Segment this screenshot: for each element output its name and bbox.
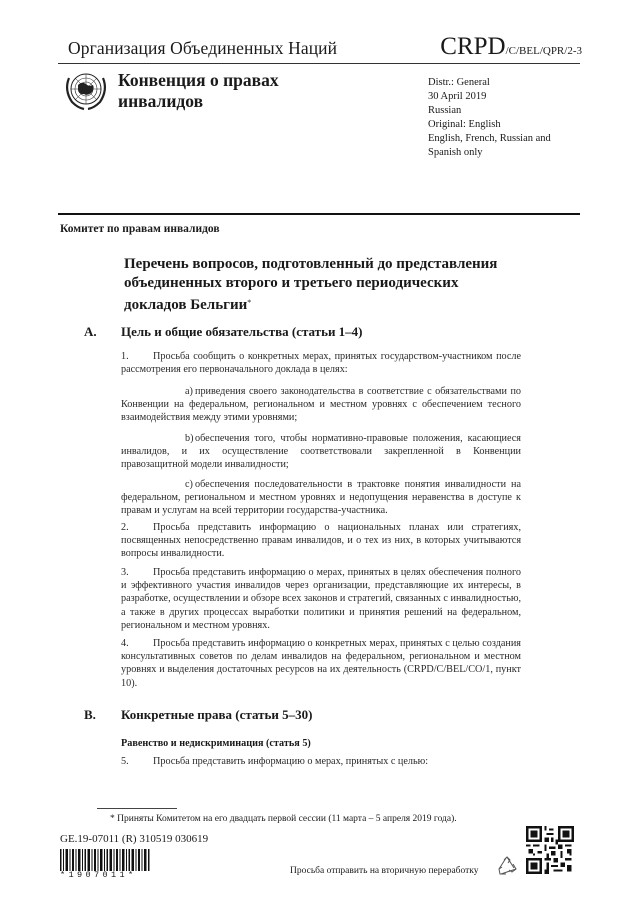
title-line2: объединенных второго и третьего периодических <box>124 275 459 291</box>
section-a-heading <box>84 324 544 342</box>
paragraph-text: Просьба представить информацию о конкретных мерах, принятых с целью создания консультативных советов по делам инвалидов на федеральном, региональном и местном уровнях и выделения достаточных ресурсов на их деятельность (CRPD/C/BEL/CO/1, пункт 10). <box>121 638 521 689</box>
subparagraph-label: c) <box>185 479 193 490</box>
subparagraph-text: обеспечения того, чтобы нормативно-правовые положения, касающиеся инвалидов, и их осуществление соответствовали закрепленной в Конвенции правозащитной модели инвалидности; <box>121 433 521 471</box>
section-b-heading <box>84 707 544 725</box>
paragraph-text: Просьба сообщить о конкретных мерах, принятых государством-участником после рассмотрения его первоначального доклада в целях: <box>121 351 521 376</box>
convention-title-line2: инвалидов <box>118 91 204 111</box>
distribution-line: English, French, Russian and <box>428 133 551 144</box>
symbol-suffix: /C/BEL/QPR/2-3 <box>505 45 582 57</box>
recycle-notice: Просьба отправить на вторичную переработку <box>290 866 479 876</box>
section-title: Цель и общие обязательства (статьи 1–4) <box>121 324 363 339</box>
title-line1: Перечень вопросов, подготовленный до представления <box>124 256 498 272</box>
paragraph-number: 5. <box>121 756 129 767</box>
subsection-heading: Равенство и недискриминация (статья 5) <box>121 738 311 749</box>
title-line3: докладов Бельгии <box>124 297 248 313</box>
paragraph-number: 1. <box>121 351 129 362</box>
paragraph-text: Просьба представить информацию о национальных планах или стратегиях, посвященных непосредственно правам инвалидов, и о тех из них, в которых учитываются вопросы инвалидности. <box>121 522 521 560</box>
section-letter: A. <box>84 324 97 339</box>
symbol-main: CRPD <box>440 33 506 60</box>
barcode-number: *1907011* <box>60 870 137 880</box>
paragraph-text: Просьба представить информацию о мерах, принятых с целью: <box>153 756 429 767</box>
distribution-date: 30 April 2019 <box>428 91 487 102</box>
distribution-line: Russian <box>428 105 462 116</box>
job-number: GE.19-07011 (R) 310519 030619 <box>60 833 209 845</box>
barcode-icon <box>60 849 150 871</box>
subparagraph-label: a) <box>185 386 193 397</box>
paragraph-3 <box>121 566 521 632</box>
section-title: Конкретные права (статьи 5–30) <box>121 707 313 722</box>
recycle-icon <box>496 855 518 877</box>
subparagraph-a <box>121 385 521 425</box>
paragraph-5 <box>121 755 521 768</box>
header-rule <box>58 63 580 64</box>
section-letter: B. <box>84 707 96 722</box>
convention-title-line1: Конвенция о правах <box>118 70 279 90</box>
paragraph-2 <box>121 521 521 561</box>
distribution-line: Spanish only <box>428 147 483 158</box>
distribution-block <box>428 76 551 160</box>
paragraph-number: 4. <box>121 638 129 649</box>
distribution-line: Original: English <box>428 119 501 130</box>
paragraph-1 <box>121 350 521 376</box>
qr-code-icon <box>526 826 574 874</box>
main-rule <box>58 213 580 215</box>
paragraph-text: Просьба представить информацию о мерах, принятых в целях обеспечения полного и эффективного участия инвалидов через организации, представляющие их интересы, в разработке, осуществлении и обзоре всех законов и стратегий, связанных с инвалидностью, а также в других процессах выработки политики и принятия решений на федеральном, региональном и местном уровнях. <box>121 567 521 631</box>
subparagraph-label: b) <box>185 433 194 444</box>
convention-title <box>118 70 279 112</box>
document-symbol <box>440 33 582 61</box>
distribution-line: Distr.: General <box>428 77 490 88</box>
paragraph-number: 2. <box>121 522 129 533</box>
un-emblem-icon <box>62 68 110 112</box>
organization-name: Организация Объединенных Наций <box>68 38 338 58</box>
paragraph-4 <box>121 637 521 690</box>
subparagraph-text: приведения своего законодательства в соответствие с обязательствами по Конвенции на федеральном, региональном и местном уровнях с обеспечением тесного взаимодействия между этими уровнями; <box>121 386 521 424</box>
subparagraph-text: обеспечения последовательности в трактовке понятия инвалидности на федеральном, региональном и местном уровнях и недопущения неравенства в доступе к правам и услугам на всей территории государства-участника. <box>121 479 521 517</box>
footnote-rule <box>97 808 177 809</box>
footnote: * Приняты Комитетом на его двадцать первой сессии (11 марта – 5 апреля 2019 года). <box>110 814 457 824</box>
committee-name: Комитет по правам инвалидов <box>60 223 220 235</box>
footnote-mark: * <box>247 298 252 307</box>
paragraph-number: 3. <box>121 567 129 578</box>
subparagraph-b <box>121 432 521 472</box>
subparagraph-c <box>121 478 521 518</box>
document-title <box>124 255 544 315</box>
